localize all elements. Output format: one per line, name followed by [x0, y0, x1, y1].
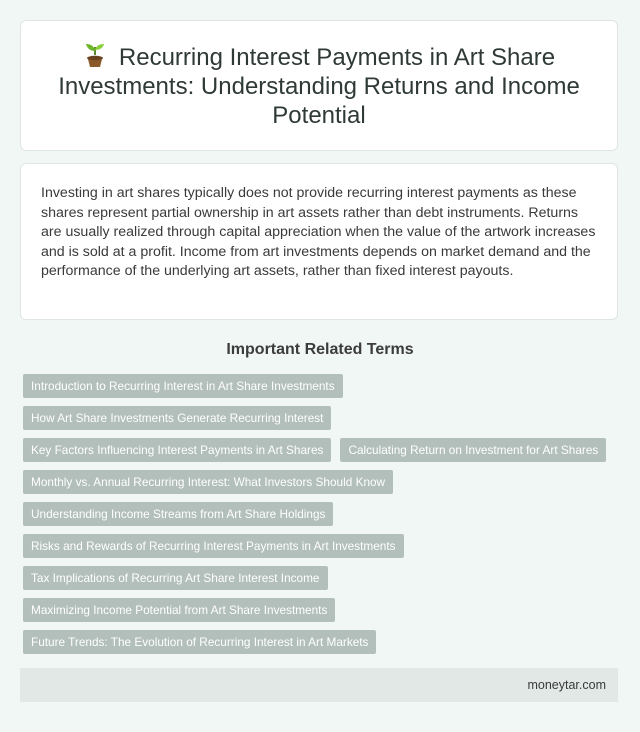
related-terms-list — [23, 374, 619, 654]
related-term-tag[interactable]: Key Factors Influencing Interest Payments in Art Shares — [23, 438, 331, 462]
related-term-tag[interactable]: Maximizing Income Potential from Art Share Investments — [23, 598, 335, 622]
seedling-icon — [83, 42, 107, 68]
footer-site-link[interactable]: moneytar.com — [527, 678, 606, 692]
intro-paragraph: Investing in art shares typically does not provide recurring interest payments as these shares represent partial ownership in art assets rather than debt instruments. Returns are usually realized through capital appreciation when the value of the artwork increases and is sold at a profit. Income from art investments depends on market demand and the performance of the underlying art assets, rather than fixed interest payouts. — [41, 185, 596, 279]
related-term-tag[interactable]: Risks and Rewards of Recurring Interest Payments in Art Investments — [23, 534, 404, 558]
related-term-tag[interactable]: Future Trends: The Evolution of Recurring Interest in Art Markets — [23, 630, 376, 654]
footer — [20, 668, 618, 702]
related-term-tag[interactable]: How Art Share Investments Generate Recurring Interest — [23, 406, 331, 430]
related-term-tag[interactable]: Understanding Income Streams from Art Share Holdings — [23, 502, 333, 526]
page-title-text: Recurring Interest Payments in Art Share Investments: Understanding Returns and Income Potential — [58, 43, 580, 129]
related-term-tag[interactable]: Tax Implications of Recurring Art Share Interest Income — [23, 566, 328, 590]
related-term-tag[interactable]: Introduction to Recurring Interest in Art Share Investments — [23, 374, 343, 398]
related-term-tag[interactable]: Monthly vs. Annual Recurring Interest: What Investors Should Know — [23, 470, 393, 494]
title-card — [20, 20, 618, 151]
related-term-tag[interactable]: Calculating Return on Investment for Art Shares — [340, 438, 606, 462]
related-terms-heading: Important Related Terms — [226, 341, 414, 358]
page-title — [51, 42, 587, 130]
intro-card — [20, 163, 618, 320]
